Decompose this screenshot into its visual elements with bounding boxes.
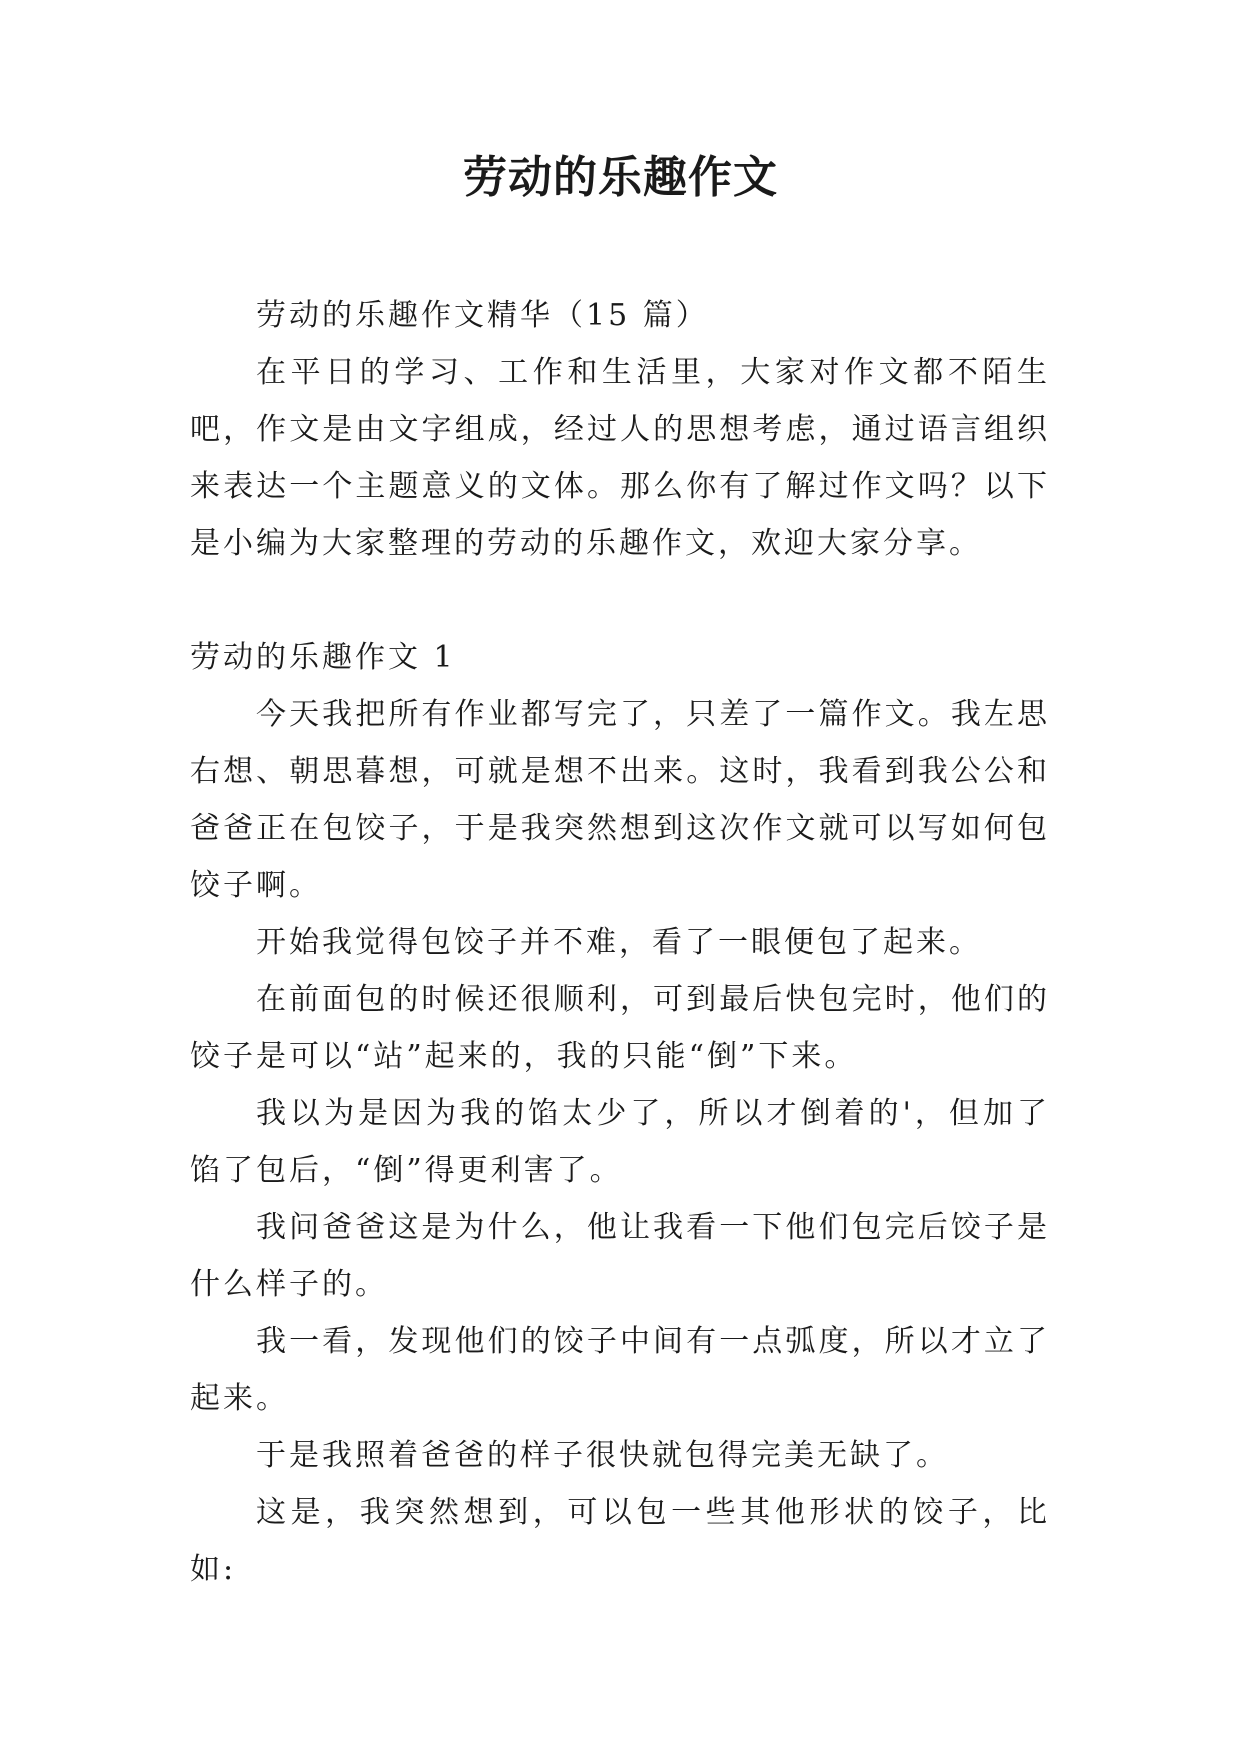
paragraph: 这是，我突然想到，可以包一些其他形状的饺子，比如: (190, 1495, 1050, 1587)
subtitle-line: 劳动的乐趣作文精华（15 篇） (256, 298, 709, 333)
document-title: 劳动的乐趣作文 (463, 152, 778, 203)
paragraph: 我一看，发现他们的饺子中间有一点弧度，所以才立了起来。 (190, 1324, 1050, 1416)
paragraph: 开始我觉得包饺子并不难，看了一眼便包了起来。 (256, 925, 982, 960)
section-heading: 劳动的乐趣作文 1 (190, 640, 456, 675)
document-body (190, 287, 1050, 1598)
paragraph: 我以为是因为我的馅太少了，所以才倒着的'，但加了馅了包后，“倒”得更利害了。 (190, 1096, 1050, 1188)
paragraph: 在前面包的时候还很顺利，可到最后快包完时，他们的饺子是可以“站”起来的，我的只能“倒”下来。 (190, 982, 1050, 1074)
paragraph: 于是我照着爸爸的样子很快就包得完美无缺了。 (256, 1438, 949, 1473)
paragraph: 今天我把所有作业都写完了，只差了一篇作文。我左思右想、朝思暮想，可就是想不出来。这时，我看到我公公和爸爸正在包饺子，于是我突然想到这次作文就可以写如何包饺子啊。 (190, 697, 1050, 903)
intro-paragraph: 在平日的学习、工作和生活里，大家对作文都不陌生吧，作文是由文字组成，经过人的思想考虑，通过语言组织来表达一个主题意义的文体。那么你有了解过作文吗？以下是小编为大家整理的劳动的乐趣作文，欢迎大家分享。 (190, 355, 1050, 561)
paragraph: 我问爸爸这是为什么，他让我看一下他们包完后饺子是什么样子的。 (190, 1210, 1050, 1302)
